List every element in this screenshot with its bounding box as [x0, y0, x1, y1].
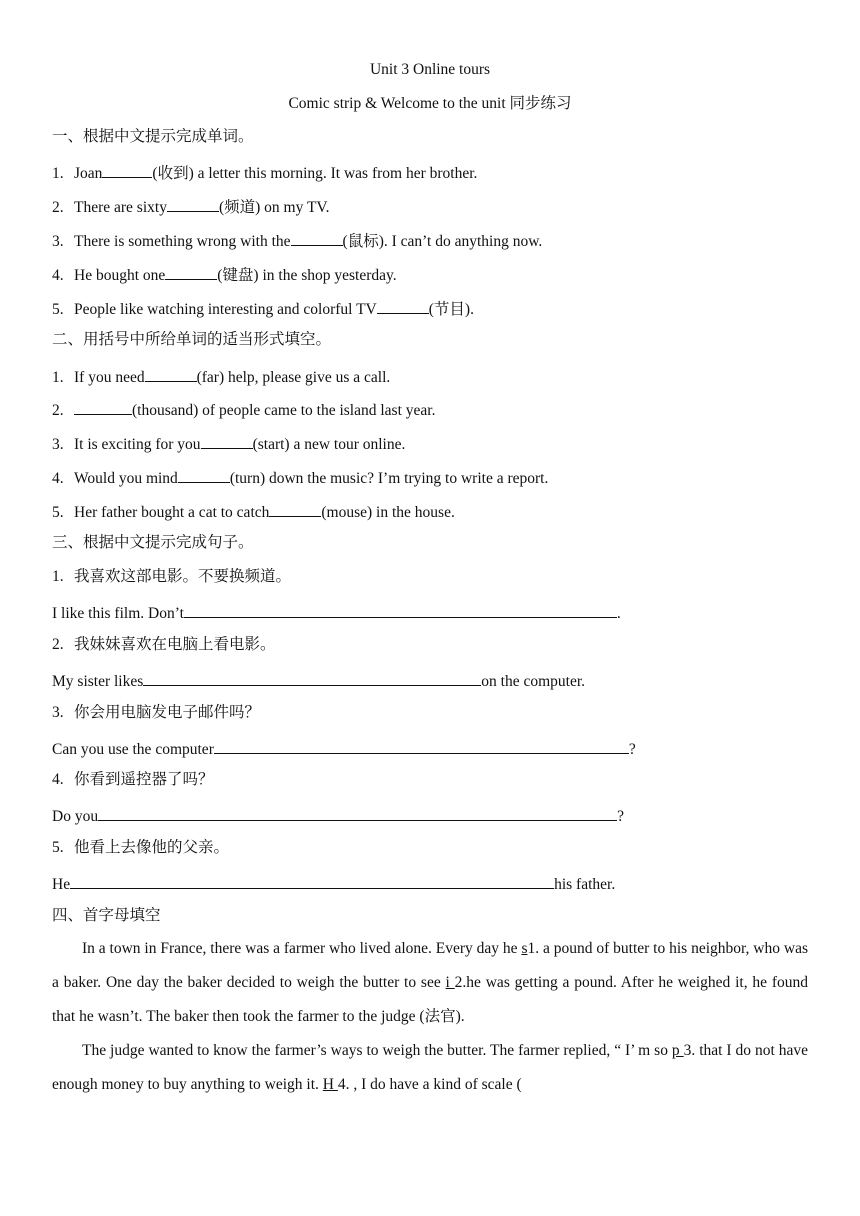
- s2-item-3: 3. It is exciting for you (start) a new tour online.: [52, 432, 405, 455]
- blank[interactable]: [291, 229, 343, 246]
- s1-item-1: 1. Joan (收到) a letter this morning. It was from her brother.: [52, 161, 477, 184]
- blank[interactable]: [167, 195, 219, 212]
- s3-item-3-answer: Can you use the computer ?: [52, 737, 636, 760]
- cloze-blank-1[interactable]: s: [521, 940, 528, 957]
- cloze-paragraph-1: In a town in France, there was a farmer who lived alone. Every day he s1. a pound of butter to his neighbor, who was a baker. One day the baker decided to weigh the butter to see i 2.he was getting a pound. After he weighed it, he found that he wasn’t. The baker then took the farmer to the judge (法官).: [52, 940, 808, 1025]
- blank[interactable]: [74, 398, 132, 415]
- s3-item-4-prompt: 4. 你看到遥控器了吗？: [52, 771, 214, 788]
- blank[interactable]: [201, 432, 253, 449]
- answer-line[interactable]: [143, 669, 481, 686]
- section1-heading: 一、根据中文提示完成单词。: [52, 128, 254, 145]
- s3-item-1-prompt: 1. 我喜欢这部电影。不要换频道。: [52, 568, 292, 585]
- s3-item-4-answer: Do you ?: [52, 804, 624, 827]
- s3-item-5-answer: He his father.: [52, 872, 615, 895]
- s1-item-3: 3. There is something wrong with the (鼠标). I can’t do anything now.: [52, 229, 542, 252]
- cloze-blank-4[interactable]: H: [322, 1076, 338, 1093]
- s3-item-1-answer: I like this film. Don’t .: [52, 601, 621, 624]
- blank[interactable]: [178, 466, 230, 483]
- s1-item-4: 4. He bought one (键盘) in the shop yesterday.: [52, 263, 397, 286]
- page-subtitle: Comic strip & Welcome to the unit 同步练习: [288, 95, 572, 112]
- s2-item-5: 5. Her father bought a cat to catch (mouse) in the house.: [52, 500, 455, 523]
- answer-line[interactable]: [70, 872, 554, 889]
- blank[interactable]: [145, 365, 197, 382]
- blank[interactable]: [377, 297, 429, 314]
- blank[interactable]: [102, 161, 152, 178]
- cloze-paragraph-2: The judge wanted to know the farmer’s ways to weigh the butter. The farmer replied, “ I’ m so p 3. that I do not have enough money to buy anything to weigh it. H 4. , I do have a kind of scale (: [52, 1042, 809, 1093]
- blank[interactable]: [165, 263, 217, 280]
- answer-line[interactable]: [98, 804, 617, 821]
- s3-item-3-prompt: 3. 你会用电脑发电子邮件吗？: [52, 704, 261, 721]
- answer-line[interactable]: [214, 737, 629, 754]
- s2-item-4: 4. Would you mind (turn) down the music? I’m trying to write a report.: [52, 466, 548, 489]
- section2-heading: 二、用括号中所给单词的适当形式填空。: [52, 331, 332, 348]
- s1-item-5: 5. People like watching interesting and colorful TV (节目).: [52, 297, 474, 320]
- blank[interactable]: [269, 500, 321, 517]
- answer-line[interactable]: [184, 601, 617, 618]
- s3-item-2-answer: My sister likes on the computer.: [52, 669, 585, 692]
- cloze-blank-3[interactable]: p: [671, 1042, 684, 1059]
- s2-item-1: 1. If you need (far) help, please give us a call.: [52, 365, 390, 388]
- s3-item-5-prompt: 5. 他看上去像他的父亲。: [52, 839, 230, 856]
- s2-item-2: 2. (thousand) of people came to the island last year.: [52, 398, 435, 421]
- s3-item-2-prompt: 2. 我妹妹喜欢在电脑上看电影。: [52, 636, 276, 653]
- section3-heading: 三、根据中文提示完成句子。: [52, 534, 254, 551]
- cloze-blank-2[interactable]: i: [445, 974, 455, 991]
- page-title: Unit 3 Online tours: [369, 61, 491, 78]
- s1-item-2: 2. There are sixty (频道) on my TV.: [52, 195, 329, 218]
- section4-heading: 四、首字母填空: [52, 907, 161, 924]
